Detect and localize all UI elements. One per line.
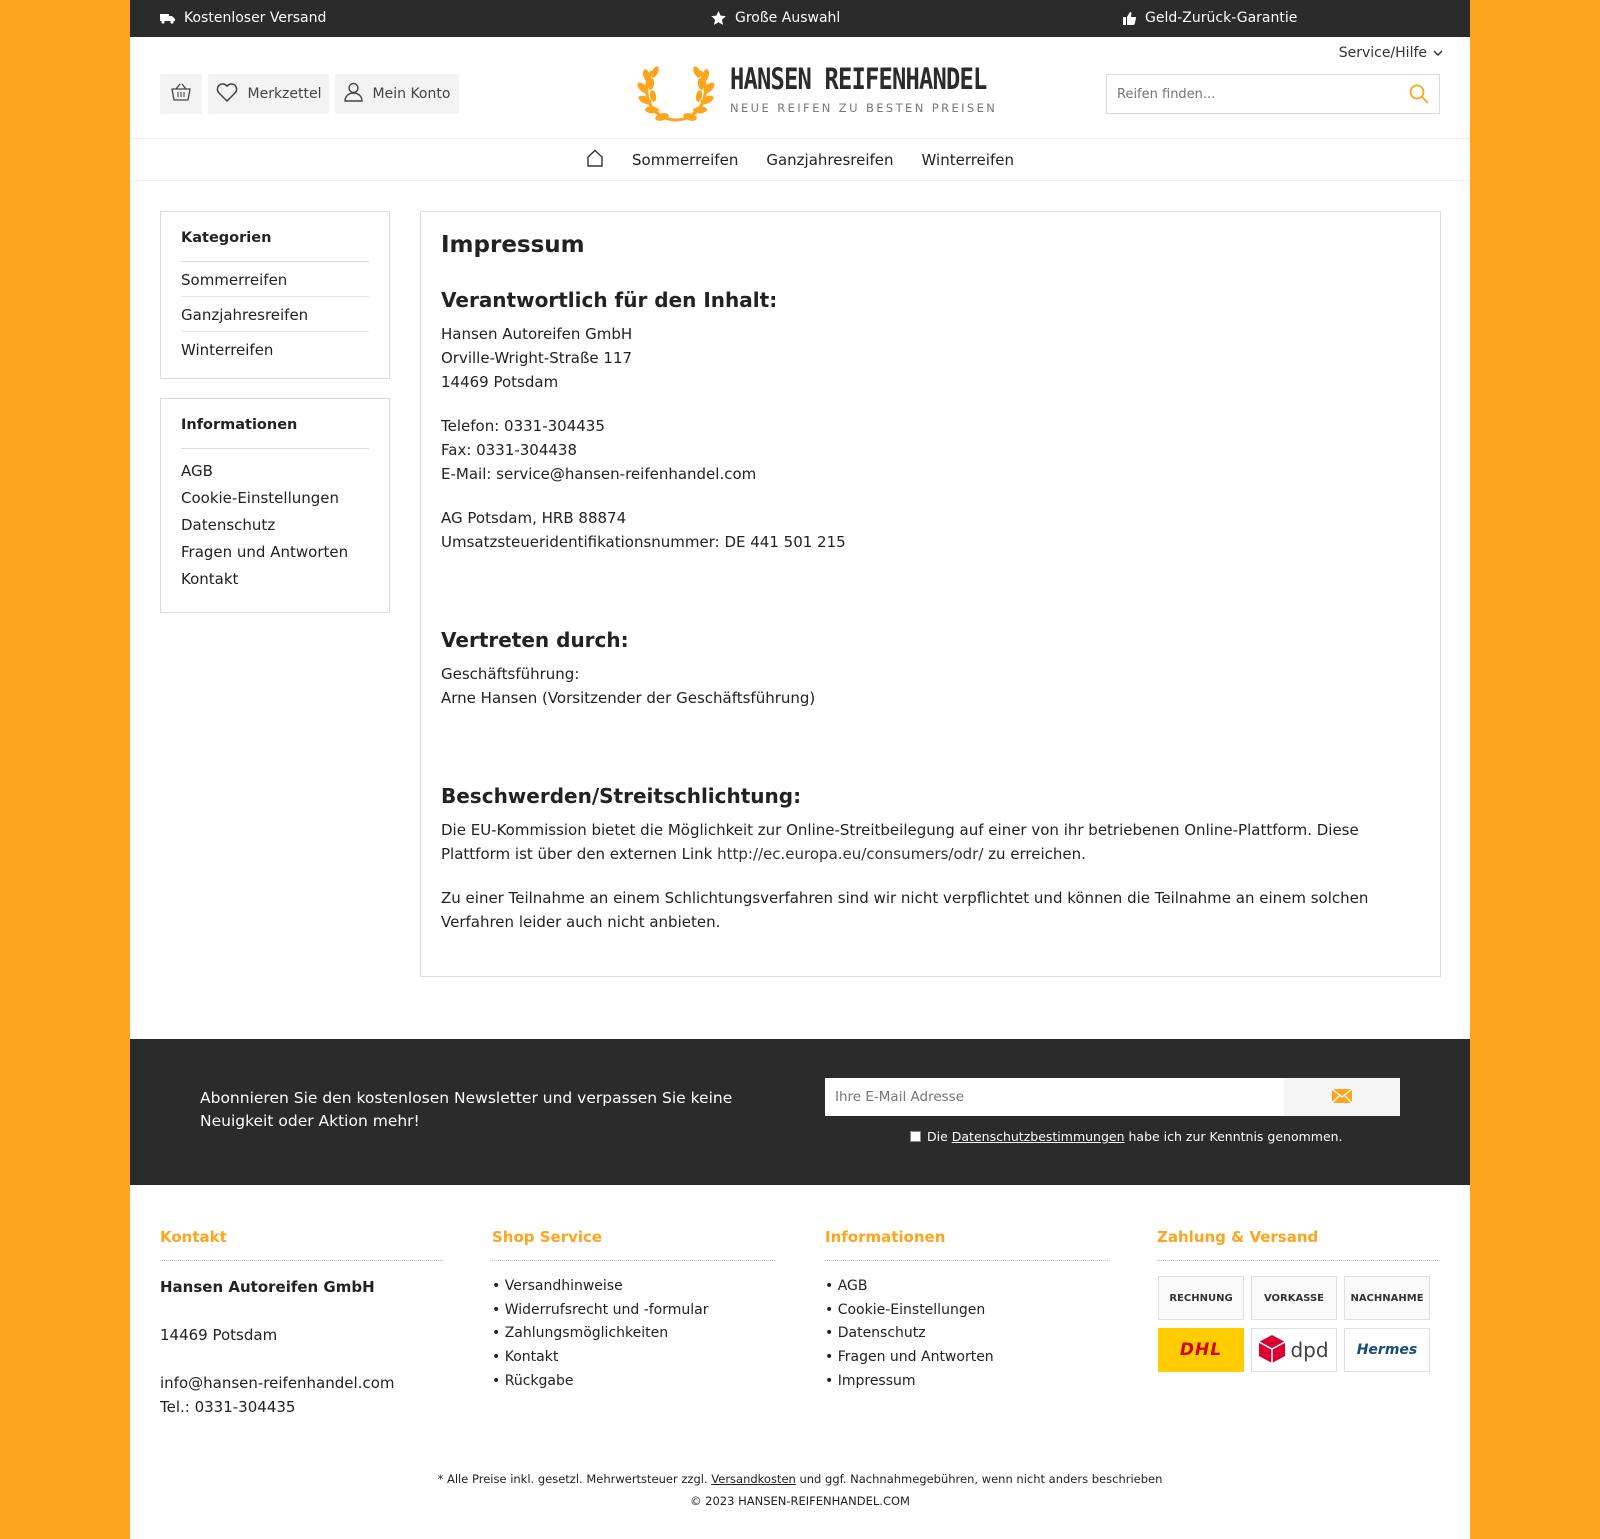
footer-link-payment-options[interactable]: • Zahlungsmöglichkeiten xyxy=(492,1322,775,1346)
truck-icon xyxy=(160,13,175,24)
hermes-label: Hermes xyxy=(1356,1342,1418,1358)
footer-company: Hansen Autoreifen GmbH xyxy=(160,1278,375,1296)
usp-label: Kostenloser Versand xyxy=(184,10,327,26)
newsletter-form xyxy=(825,1078,1400,1116)
footer-information xyxy=(825,1228,1108,1394)
thumbs-up-icon xyxy=(1123,12,1136,25)
company-name: Hansen Autoreifen GmbH xyxy=(441,325,633,343)
nav-item-winter[interactable]: Winterreifen xyxy=(921,150,1014,169)
footer-city: 14469 Potsdam xyxy=(160,1326,278,1344)
sidebar-information-title: Informationen xyxy=(181,417,369,449)
main-navigation xyxy=(130,138,1470,181)
dhl-logo xyxy=(1158,1328,1244,1372)
sidebar-item-winter[interactable]: Winterreifen xyxy=(181,341,274,359)
sidebar-item-allseason[interactable]: Ganzjahresreifen xyxy=(181,297,369,332)
legal-prefix: * Alle Preise inkl. gesetzl. Mehrwertsteuer zzgl. xyxy=(437,1472,712,1486)
responsible-heading: Verantwortlich für den Inhalt: xyxy=(441,288,778,312)
home-icon[interactable] xyxy=(586,149,604,171)
sidebar-item-privacy[interactable]: Datenschutz xyxy=(181,516,276,534)
search-bar xyxy=(1106,74,1440,114)
company-email: E-Mail: service@hansen-reifenhandel.com xyxy=(441,465,757,483)
logo-tagline: NEUE REIFEN ZU BESTEN PREISEN xyxy=(730,101,998,115)
sidebar-item-summer[interactable]: Sommerreifen xyxy=(181,262,369,297)
footer-contact xyxy=(160,1228,443,1419)
footer-link-agb[interactable]: • AGB xyxy=(825,1275,1108,1299)
search-icon[interactable] xyxy=(1399,75,1439,113)
usp-guarantee xyxy=(1123,10,1297,26)
complaints-heading: Beschwerden/Streitschlichtung: xyxy=(441,784,802,808)
hermes-logo xyxy=(1344,1328,1430,1372)
logo-name: HANSEN REIFENHANDEL xyxy=(730,62,987,96)
newsletter-submit-button[interactable] xyxy=(1284,1078,1400,1116)
sidebar-information xyxy=(160,398,390,613)
represented-heading: Vertreten durch: xyxy=(441,628,629,652)
payment-invoice-badge xyxy=(1158,1276,1244,1320)
sidebar-categories xyxy=(160,211,390,379)
account-button[interactable] xyxy=(335,74,459,114)
footer-payment-title: Zahlung & Versand xyxy=(1157,1228,1440,1261)
footer-link-contact[interactable]: • Kontakt xyxy=(492,1346,775,1370)
footer-shop-title: Shop Service xyxy=(492,1228,775,1261)
company-fax: Fax: 0331-304438 xyxy=(441,441,577,459)
service-help-menu[interactable] xyxy=(1339,45,1443,61)
company-street: Orville-Wright-Straße 117 xyxy=(441,349,633,367)
dpd-logo xyxy=(1251,1328,1337,1372)
complaints-paragraph-2: Zu einer Teilnahme an einem Schlichtungsverfahren sind wir nicht verpflichtet und können die Teilnahme an einem solchen Verfahren leider auch nicht anbieten. xyxy=(441,889,1369,931)
usp-shipping xyxy=(160,10,326,26)
sidebar-item-contact[interactable]: Kontakt xyxy=(181,570,239,588)
footer-link-imprint[interactable]: • Impressum xyxy=(825,1370,1108,1394)
nav-item-summer[interactable]: Sommerreifen xyxy=(632,150,739,169)
management-name: Arne Hansen (Vorsitzender der Geschäftsführung) xyxy=(441,689,816,707)
consent-suffix: habe ich zur Kenntnis genommen. xyxy=(1124,1129,1343,1144)
page-title: Impressum xyxy=(441,232,585,258)
payment-cod-badge xyxy=(1344,1276,1430,1320)
company-register: AG Potsdam, HRB 88874 xyxy=(441,509,627,527)
footer-link-returns[interactable]: • Rückgabe xyxy=(492,1370,775,1394)
imprint-content xyxy=(420,211,1441,977)
company-city: 14469 Potsdam xyxy=(441,373,559,391)
price-disclaimer xyxy=(130,1472,1470,1486)
newsletter-consent xyxy=(910,1129,1343,1144)
consent-checkbox[interactable] xyxy=(910,1131,921,1142)
cart-button[interactable] xyxy=(160,74,202,114)
basket-icon xyxy=(171,83,191,105)
account-label: Mein Konto xyxy=(372,86,451,102)
footer-link-withdrawal[interactable]: • Widerrufsrecht und -formular xyxy=(492,1299,775,1323)
footer-payment-shipping xyxy=(1157,1228,1440,1275)
complaints-text-a: Die EU-Kommission bietet die Möglichkeit zur Online-Streitbeilegung auf einer von ihr betriebenen Online-Plattform. Diese Plattform ist über den externen Link xyxy=(441,821,1359,863)
footer-link-privacy[interactable]: • Datenschutz xyxy=(825,1322,1108,1346)
management-label: Geschäftsführung: xyxy=(441,665,580,683)
copyright: © 2023 HANSEN-REIFENHANDEL.COM xyxy=(690,1494,910,1508)
dhl-label: DHL xyxy=(1179,1340,1223,1360)
sidebar-item-faq[interactable]: Fragen und Antworten xyxy=(181,543,349,561)
wishlist-label: Merkzettel xyxy=(247,86,322,102)
odr-link[interactable]: http://ec.europa.eu/consumers/odr/ xyxy=(717,845,984,863)
newsletter-text: Abonnieren Sie den kostenlosen Newsletter und verpassen Sie keine Neuigkeit oder Aktion mehr! xyxy=(200,1089,733,1130)
dpd-label: dpd xyxy=(1290,1338,1329,1362)
service-help-label: Service/Hilfe xyxy=(1338,45,1427,61)
usp-label: Geld-Zurück-Garantie xyxy=(1145,10,1298,26)
envelope-icon xyxy=(1332,1088,1352,1107)
consent-text xyxy=(927,1129,1343,1144)
shop-logo[interactable] xyxy=(637,54,998,126)
payment-cod-label: NACHNAHME xyxy=(1350,1292,1424,1304)
star-icon xyxy=(711,11,726,25)
footer-email[interactable]: info@hansen-reifenhandel.com xyxy=(160,1374,395,1392)
sidebar-item-cookies[interactable]: Cookie-Einstellungen xyxy=(181,489,340,507)
footer-info-title: Informationen xyxy=(825,1228,1108,1261)
usp-label: Große Auswahl xyxy=(735,10,841,26)
laurel-wreath-icon xyxy=(637,54,715,130)
search-input[interactable] xyxy=(1107,87,1399,102)
dpd-cube-icon xyxy=(1259,1335,1285,1366)
sidebar-categories-title: Kategorien xyxy=(181,230,369,262)
newsletter-section xyxy=(130,1039,1470,1185)
footer-shop-service xyxy=(492,1228,775,1394)
payment-invoice-label: RECHNUNG xyxy=(1169,1292,1233,1304)
complaints-text-b: zu erreichen. xyxy=(983,845,1086,863)
usp-bar xyxy=(130,0,1470,37)
footer-phone: Tel.: 0331-304435 xyxy=(160,1398,296,1416)
payment-prepayment-label: VORKASSE xyxy=(1263,1292,1325,1304)
company-phone: Telefon: 0331-304435 xyxy=(441,417,605,435)
company-vat: Umsatzsteueridentifikationsnummer: DE 441 501 215 xyxy=(441,533,846,551)
page xyxy=(130,0,1470,1539)
chevron-down-icon xyxy=(1433,45,1443,61)
footer-link-cookies[interactable]: • Cookie-Einstellungen xyxy=(825,1299,1108,1323)
shipping-costs-link[interactable]: Versandkosten xyxy=(711,1472,796,1486)
privacy-link[interactable]: Datenschutzbestimmungen xyxy=(951,1129,1125,1144)
user-icon xyxy=(344,82,363,106)
heart-icon xyxy=(216,83,238,106)
legal-suffix: und ggf. Nachnahmegebühren, wenn nicht anders beschrieben xyxy=(795,1472,1163,1486)
wishlist-button[interactable] xyxy=(208,74,329,114)
complaints-paragraph-1 xyxy=(441,818,1420,866)
newsletter-email-input[interactable] xyxy=(825,1078,1284,1116)
sidebar-item-agb[interactable]: AGB xyxy=(181,462,213,480)
footer-link-faq[interactable]: • Fragen und Antworten xyxy=(825,1346,1108,1370)
payment-prepayment-badge xyxy=(1251,1276,1337,1320)
usp-selection xyxy=(711,10,840,26)
footer-contact-title: Kontakt xyxy=(160,1228,443,1261)
nav-item-allseason[interactable]: Ganzjahresreifen xyxy=(766,150,894,169)
footer-link-shipping-info[interactable]: • Versandhinweise xyxy=(492,1275,775,1299)
consent-prefix: Die xyxy=(927,1129,952,1144)
